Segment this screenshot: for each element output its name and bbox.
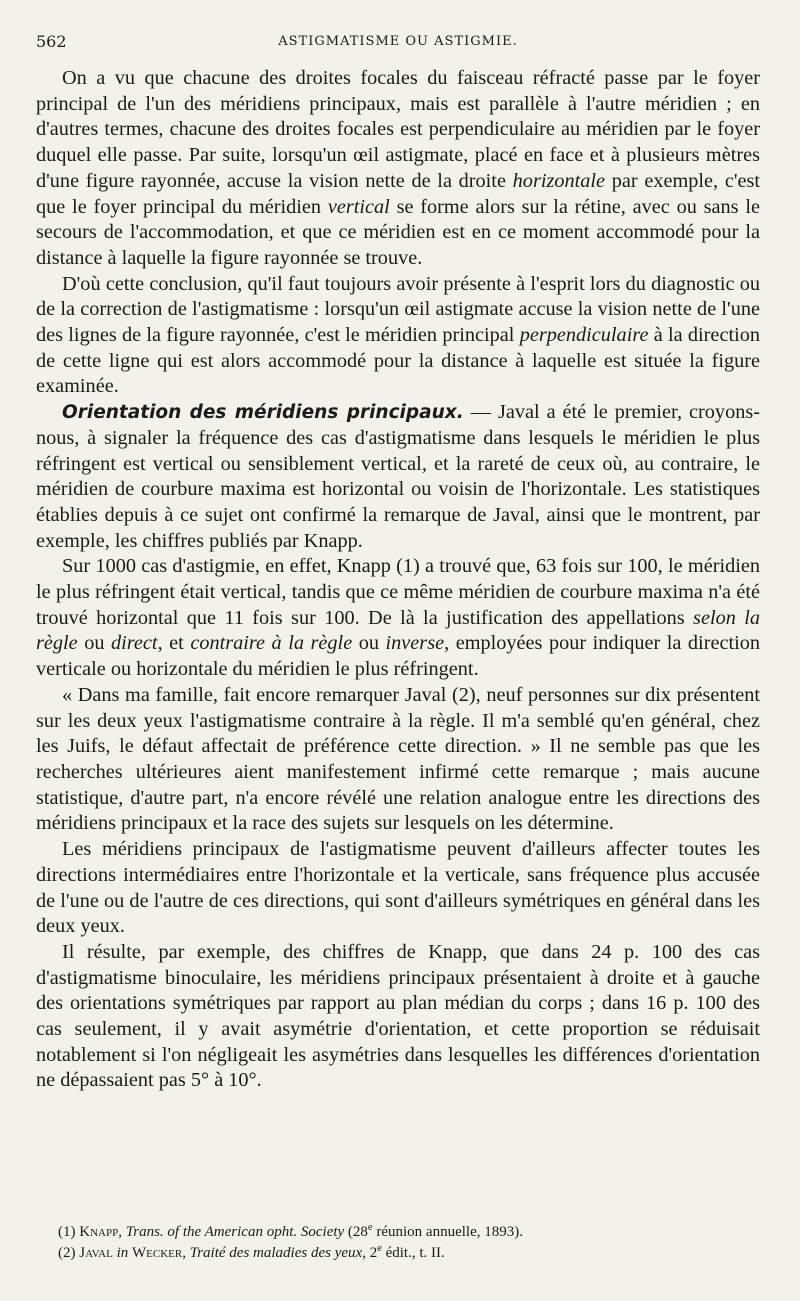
emphasis-horizontale: horizontale (512, 169, 606, 192)
footnote-author: Knapp (79, 1224, 119, 1240)
paragraph-1: On a vu que chacune des droites focales du faisceau réfracté passe par le foyer principal de l'un des méridiens principaux, mais est parallèle à l'autre méridien ; en d'autres termes, chacune des droites focales est perpendiculaire au méridien par le foyer duquel elle passe. Par suite, lorsqu'un œil astigmate, placé en face et à plusieurs mètres d'une figure rayonnée, accuse la vision nette de la droite horizontale par exemple, c'est que le foyer principal du méridien vertical se forme alors sur la rétine, avec ou sans le secours de l'accommodation, et que ce méridien est en ce moment accommodé pour la distance à laquelle la figure rayonnée se trouve. (36, 67, 761, 269)
footnote-author: Javal (79, 1245, 113, 1261)
paragraph-4: Sur 1000 cas d'astigmie, en effet, Knapp (1) a trouvé que, 63 fois sur 100, le méridien le plus réfringent était vertical, tandis que ce même méridien de courbure maxima n'a été trouvé horizontal que 11 fois sur 100. De là la justification des appellations selon la règle ou direct, et contraire à la règle ou inverse, employées pour indiquer la direction verticale ou horizontale du méridien le plus réfringent. (36, 555, 760, 681)
body-text (36, 66, 760, 1094)
page-number: 562 (36, 32, 67, 51)
paragraph-2: D'où cette conclusion, qu'il faut toujours avoir présente à l'esprit lors du diagnostic ou de la correction de l'astigmatisme : lorsqu'un œil astigmate accuse la vision nette de l'une des lignes de la figure rayonnée, c'est le méridien principal perpendiculaire à la direction de cette ligne qui est alors accommodé pour la distance à laquelle est située la figure examinée. (36, 272, 760, 398)
emphasis-perpendiculaire: perpendiculaire (519, 324, 649, 347)
running-title: ASTIGMATISME OU ASTIGMIE. (278, 34, 518, 49)
page-header (36, 32, 760, 56)
footnote-2: (2) Javal in Wecker, Traité des maladies des yeux, 2e édit., t. II. (58, 1243, 445, 1261)
paragraph-6: Les méridiens principaux de l'astigmatisme peuvent d'ailleurs affecter toutes les directions intermédiaires entre l'horizontale et la verticale, sans fréquence plus accusée de l'une ou de l'autre de ces directions, qui sont d'ailleurs symétriques en général dans les deux yeux. (36, 838, 760, 938)
paragraph-7: Il résulte, par exemple, des chiffres de Knapp, que dans 24 p. 100 des cas d'astigmatisme binoculaire, les méridiens principaux présentaient à droite et à gauche des orientations symétriques par rapport au plan médian du corps ; dans 16 p. 100 des cas seulement, il y avait asymétrie d'orientation, et cette proportion se réduisait notablement si l'on négligeait les asymétries dans lesquelles les différences d'orientation ne dépassaient pas 5° à 10°. (36, 940, 760, 1092)
paragraph-3: Orientation des méridiens principaux. — Javal a été le premier, croyons-nous, à signaler la fréquence des cas d'astigmatisme dans lesquels le méridien le plus réfringent est vertical ou sensiblement vertical, et la rareté de ceux où, au contraire, le méridien de courbure maxima est horizontal ou voisin de l'horizontale. Les statistiques établies depuis à ce sujet ont confirmé la remarque de Javal, ainsi que le montrent, par exemple, les chiffres publiés par Knapp. (36, 401, 760, 552)
footnote-1: (1) Knapp, Trans. of the American opht. Society (28e réunion annuelle, 1893). (58, 1222, 523, 1240)
section-heading: Orientation des méridiens principaux. (62, 402, 464, 424)
footnotes (58, 1222, 758, 1264)
emphasis-vertical: vertical (327, 195, 390, 218)
paragraph-5: « Dans ma famille, fait encore remarquer Javal (2), neuf personnes sur dix présentent sur les deux yeux l'astigmatisme contraire à la règle. Il m'a semblé qu'en général, chez les Juifs, le défaut affectait de préférence cette direction. » Il ne semble pas que les recherches ultérieures aient manifestement infirmé cette remarque ; mais aucune statistique, d'autre part, n'a encore révélé une relation analogue entre les directions des méridiens principaux et la race des sujets sur lesquels on les détermine. (36, 683, 760, 835)
